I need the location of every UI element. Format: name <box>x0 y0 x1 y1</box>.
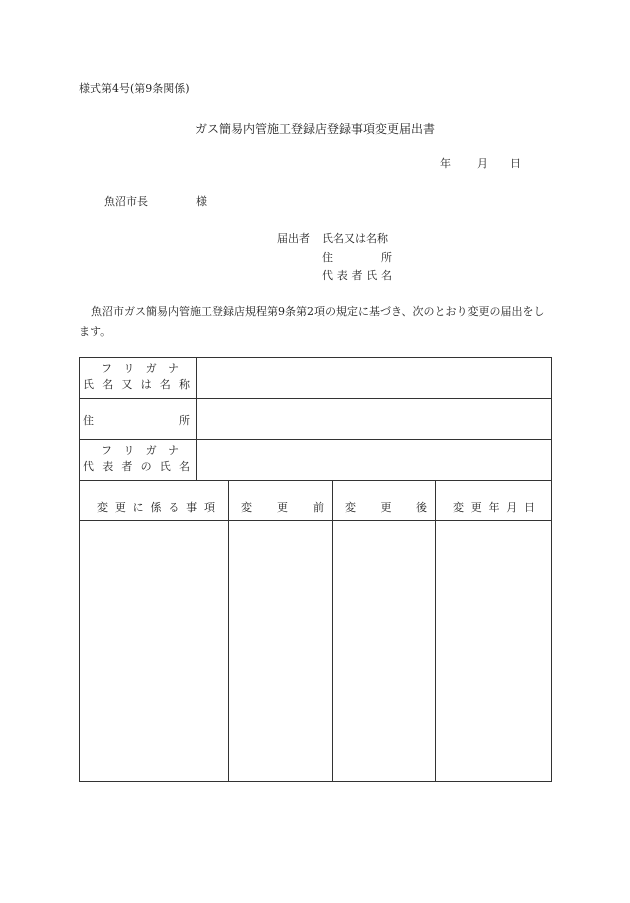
representative-value-cell[interactable] <box>197 440 551 480</box>
address-header-cell <box>80 412 196 428</box>
body-text: 魚沼市ガス簡易内管施工登録店規程第9条第2項の規定に基づき、次のとおり変更の届出をします。 <box>79 305 545 338</box>
label-char: ガ <box>145 444 157 457</box>
label-char: 又 <box>121 378 133 391</box>
label-char: 更 <box>114 501 126 514</box>
col-header-changed-item <box>97 493 215 521</box>
label-char: 変 <box>97 501 108 514</box>
label-char: 日 <box>524 501 535 514</box>
label-char: フ <box>101 362 112 375</box>
change-date-value-cell[interactable] <box>436 521 551 781</box>
label-char: 名 <box>159 378 171 391</box>
label-char: リ <box>123 444 135 457</box>
label-char: 変 <box>453 501 464 514</box>
col-header-before-change <box>241 493 324 521</box>
label-char: 更 <box>470 501 482 514</box>
label-char: 代 <box>83 460 94 473</box>
label-char: 名 <box>102 378 114 391</box>
representative-header-cell <box>80 443 196 475</box>
address-value-cell[interactable] <box>197 399 551 439</box>
col-header-after-change <box>345 493 427 521</box>
label-char: の <box>140 460 152 473</box>
date-year-label: 年 <box>440 157 451 170</box>
label-char: 所 <box>179 414 190 427</box>
after-change-value-cell[interactable] <box>333 521 435 781</box>
name-value-cell[interactable] <box>197 358 551 398</box>
submitter-representative-label <box>322 267 392 283</box>
label-char: 住 <box>322 251 333 264</box>
changed-item-value-cell[interactable] <box>80 521 228 781</box>
label-char: 表 <box>336 269 348 282</box>
label-char: ガ <box>145 362 157 375</box>
representative-label <box>80 459 196 475</box>
label-char: 前 <box>313 501 324 514</box>
name-label <box>80 377 196 393</box>
label-char: ナ <box>167 362 179 375</box>
label-char: フ <box>101 444 112 457</box>
label-char: に <box>132 501 144 514</box>
submitter-label: 届出者 <box>277 232 310 245</box>
label-char: 年 <box>488 501 500 514</box>
label-char: 事 <box>186 501 198 514</box>
before-change-value-cell[interactable] <box>229 521 332 781</box>
addressee-name: 魚沼市長 <box>104 195 148 208</box>
label-char: 項 <box>203 501 215 514</box>
label-char: 氏 <box>159 460 171 473</box>
label-char: 係 <box>150 501 162 514</box>
addressee-suffix: 様 <box>196 195 207 208</box>
label-char: 更 <box>277 501 288 514</box>
label-char: 代 <box>322 269 333 282</box>
change-notification-table <box>79 357 552 782</box>
label-char: 月 <box>506 501 518 514</box>
furigana-label <box>80 361 196 377</box>
label-char: 表 <box>102 460 114 473</box>
date-month-label: 月 <box>477 157 488 170</box>
submitter-name-label: 氏名又は名称 <box>322 232 388 245</box>
label-char: 者 <box>121 460 133 473</box>
date-day-label: 日 <box>510 157 521 170</box>
document-title: ガス簡易内管施工登録店登録事項変更届出書 <box>194 122 435 136</box>
name-header-cell <box>80 361 196 393</box>
label-char: 名 <box>178 460 190 473</box>
col-header-change-date <box>453 493 535 521</box>
table-row-divider <box>80 480 551 481</box>
label-char: 変 <box>241 501 252 514</box>
label-char: 名 <box>381 269 392 282</box>
label-char: 称 <box>178 378 190 391</box>
label-char: 更 <box>380 501 392 514</box>
label-char: 氏 <box>83 378 94 391</box>
label-char: る <box>168 501 180 514</box>
label-char: は <box>140 378 152 391</box>
label-char: 住 <box>83 414 94 427</box>
label-char: ナ <box>167 444 179 457</box>
label-char: 氏 <box>366 269 378 282</box>
label-char: 後 <box>416 501 427 514</box>
label-char: 所 <box>381 251 392 264</box>
furigana-label <box>80 443 196 459</box>
label-char: 変 <box>345 501 356 514</box>
label-char: 者 <box>351 269 363 282</box>
label-char: リ <box>123 362 135 375</box>
submitter-address-label <box>322 249 392 265</box>
form-number: 様式第4号(第9条関係) <box>79 82 190 95</box>
